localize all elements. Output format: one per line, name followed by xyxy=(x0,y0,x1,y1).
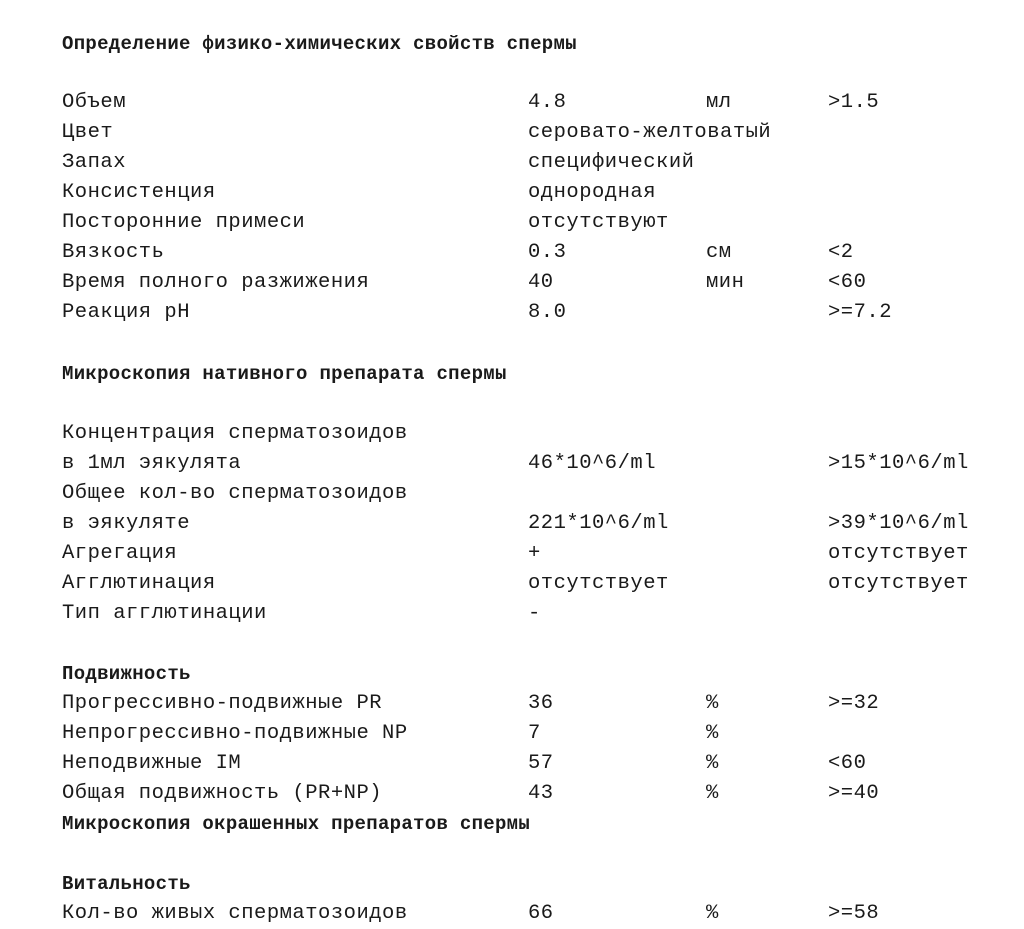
param-name: Неподвижные IM xyxy=(62,752,242,775)
param-value: 36 xyxy=(528,692,554,715)
table-row xyxy=(0,148,1024,178)
param-unit: % xyxy=(706,692,719,715)
param-reference: <60 xyxy=(828,752,867,775)
param-unit: % xyxy=(706,902,719,925)
param-value: - xyxy=(528,602,541,625)
table-row xyxy=(0,599,1024,629)
table-row xyxy=(0,118,1024,148)
param-name: Концентрация сперматозоидов xyxy=(62,422,408,445)
table-row xyxy=(0,419,1024,449)
param-value: 66 xyxy=(528,902,554,925)
param-value: отсутствуют xyxy=(528,211,669,234)
table-row xyxy=(0,689,1024,719)
param-value: 0.3 xyxy=(528,241,567,264)
table-row xyxy=(0,539,1024,569)
param-name: Общая подвижность (PR+NP) xyxy=(62,782,383,805)
param-name: Общее кол-во сперматозоидов xyxy=(62,482,408,505)
param-value: + xyxy=(528,542,541,565)
param-reference: отсутствует xyxy=(828,542,969,565)
param-unit: мл xyxy=(706,91,732,114)
table-row xyxy=(0,238,1024,268)
param-reference: >39*10^6/ml xyxy=(828,512,969,535)
param-value: отсутствует xyxy=(528,572,669,595)
param-reference: <60 xyxy=(828,271,867,294)
param-unit: % xyxy=(706,782,719,805)
param-name: Агрегация xyxy=(62,542,178,565)
table-row xyxy=(0,749,1024,779)
param-name: Время полного разжижения xyxy=(62,271,370,294)
param-value: 4.8 xyxy=(528,91,567,114)
param-value: однородная xyxy=(528,181,657,204)
param-reference: >=7.2 xyxy=(828,301,893,324)
param-value: 7 xyxy=(528,722,541,745)
param-value: серовато-желтоватый xyxy=(528,121,772,144)
param-name: Посторонние примеси xyxy=(62,211,306,234)
param-name: в 1мл эякулята xyxy=(62,452,242,475)
param-name: Кол-во живых сперматозоидов xyxy=(62,902,408,925)
table-row xyxy=(0,779,1024,809)
table-row xyxy=(0,509,1024,539)
param-name: Запах xyxy=(62,151,127,174)
param-value: 57 xyxy=(528,752,554,775)
param-name: в эякуляте xyxy=(62,512,191,535)
param-value: 8.0 xyxy=(528,301,567,324)
section-heading-motility: Подвижность xyxy=(62,663,191,685)
table-row xyxy=(0,899,1024,929)
param-name: Непрогрессивно-подвижные NP xyxy=(62,722,408,745)
param-name: Агглютинация xyxy=(62,572,216,595)
section-heading-physicochemical: Определение физико-химических свойств спермы xyxy=(62,33,577,55)
param-value: специфический xyxy=(528,151,695,174)
table-row xyxy=(0,449,1024,479)
param-reference: >=32 xyxy=(828,692,880,715)
section-heading-stained-microscopy: Микроскопия окрашенных препаратов спермы xyxy=(62,813,531,835)
param-name: Тип агглютинации xyxy=(62,602,267,625)
param-unit: см xyxy=(706,241,732,264)
table-row xyxy=(0,178,1024,208)
param-value: 40 xyxy=(528,271,554,294)
param-unit: % xyxy=(706,722,719,745)
param-value: 221*10^6/ml xyxy=(528,512,669,535)
section-heading-vitality: Витальность xyxy=(62,873,191,895)
param-name: Консистенция xyxy=(62,181,216,204)
table-row xyxy=(0,268,1024,298)
table-row xyxy=(0,719,1024,749)
param-reference: >1.5 xyxy=(828,91,880,114)
param-name: Цвет xyxy=(62,121,114,144)
param-reference: >=40 xyxy=(828,782,880,805)
param-unit: мин xyxy=(706,271,745,294)
param-unit: % xyxy=(706,752,719,775)
table-row xyxy=(0,569,1024,599)
table-row xyxy=(0,88,1024,118)
param-reference: >15*10^6/ml xyxy=(828,452,969,475)
table-row xyxy=(0,298,1024,328)
table-row xyxy=(0,208,1024,238)
param-name: Прогрессивно-подвижные PR xyxy=(62,692,383,715)
param-reference: отсутствует xyxy=(828,572,969,595)
section-heading-native-microscopy: Микроскопия нативного препарата спермы xyxy=(62,363,507,385)
param-name: Объем xyxy=(62,91,127,114)
param-value: 43 xyxy=(528,782,554,805)
param-name: Вязкость xyxy=(62,241,165,264)
param-reference: <2 xyxy=(828,241,854,264)
table-row xyxy=(0,479,1024,509)
param-value: 46*10^6/ml xyxy=(528,452,657,475)
param-reference: >=58 xyxy=(828,902,880,925)
param-name: Реакция pH xyxy=(62,301,191,324)
